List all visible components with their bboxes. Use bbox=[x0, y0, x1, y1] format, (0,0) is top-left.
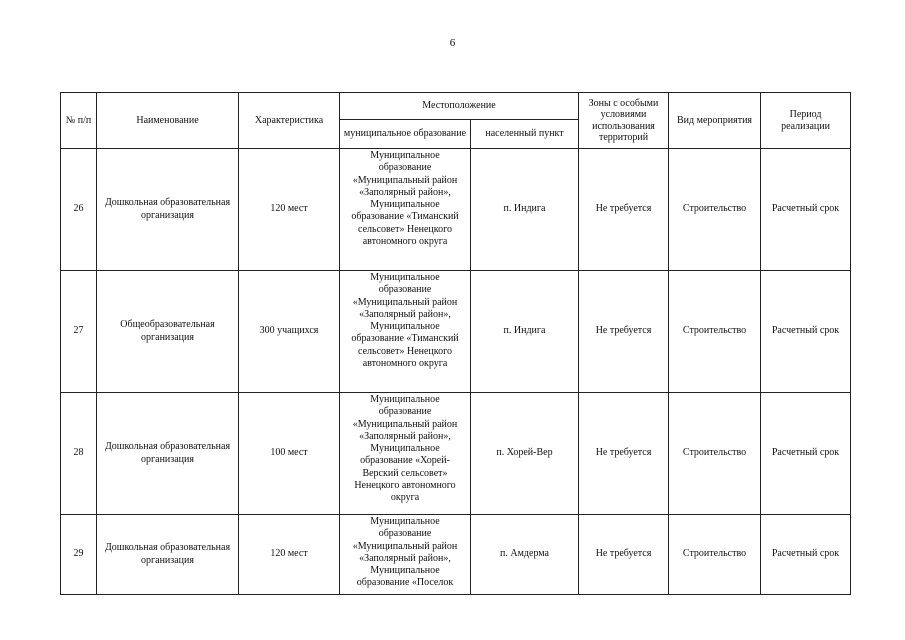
cell-num: 28 bbox=[61, 393, 97, 515]
table-row bbox=[61, 393, 851, 515]
header-period: Период реализации bbox=[761, 93, 851, 149]
header-name: Наименование bbox=[97, 93, 239, 149]
header-location: Местоположение bbox=[340, 93, 579, 120]
header-municipality: муниципальное образование bbox=[340, 120, 471, 149]
infrastructure-table bbox=[60, 92, 851, 595]
table-row bbox=[61, 271, 851, 393]
cell-zones: Не требуется bbox=[579, 515, 669, 595]
header-num: № п/п bbox=[61, 93, 97, 149]
cell-name: Дошкольная образовательная организация bbox=[97, 515, 239, 595]
cell-num: 26 bbox=[61, 149, 97, 271]
cell-num: 27 bbox=[61, 271, 97, 393]
cell-name: Общеобразовательная организация bbox=[97, 271, 239, 393]
page-number: 6 bbox=[449, 37, 456, 49]
cell-activity: Строительство bbox=[669, 515, 761, 595]
header-characteristic: Характеристика bbox=[239, 93, 340, 149]
cell-municipality: Муниципальное образование «Муниципальный район «Заполярный район», Муниципальное образование «Тиманский сельсовет» Ненецкого автономного округа bbox=[340, 149, 471, 271]
cell-settlement: п. Индига bbox=[471, 149, 579, 271]
cell-characteristic: 120 мест bbox=[239, 149, 340, 271]
cell-zones: Не требуется bbox=[579, 393, 669, 515]
cell-settlement: п. Индига bbox=[471, 271, 579, 393]
cell-period: Расчетный срок bbox=[761, 515, 851, 595]
header-activity: Вид мероприятия bbox=[669, 93, 761, 149]
cell-num: 29 bbox=[61, 515, 97, 595]
cell-settlement: п. Амдерма bbox=[471, 515, 579, 595]
table-row bbox=[61, 149, 851, 271]
cell-municipality: Муниципальное образование «Муниципальный район «Заполярный район», Муниципальное образование «Поселок bbox=[340, 515, 471, 595]
cell-municipality: Муниципальное образование «Муниципальный район «Заполярный район», Муниципальное образование «Хорей-Верский сельсовет» Ненецкого автономного округа bbox=[340, 393, 471, 515]
cell-municipality: Муниципальное образование «Муниципальный район «Заполярный район», Муниципальное образование «Тиманский сельсовет» Ненецкого автономного округа bbox=[340, 271, 471, 393]
header-settlement: населенный пункт bbox=[471, 120, 579, 149]
cell-period: Расчетный срок bbox=[761, 149, 851, 271]
cell-characteristic: 120 мест bbox=[239, 515, 340, 595]
cell-name: Дошкольная образовательная организация bbox=[97, 393, 239, 515]
cell-name: Дошкольная образовательная организация bbox=[97, 149, 239, 271]
cell-zones: Не требуется bbox=[579, 271, 669, 393]
cell-period: Расчетный срок bbox=[761, 271, 851, 393]
table-row bbox=[61, 515, 851, 595]
cell-activity: Строительство bbox=[669, 393, 761, 515]
header-zones: Зоны с особыми условиями использования территорий bbox=[579, 93, 669, 149]
cell-characteristic: 300 учащихся bbox=[239, 271, 340, 393]
cell-activity: Строительство bbox=[669, 149, 761, 271]
cell-zones: Не требуется bbox=[579, 149, 669, 271]
cell-characteristic: 100 мест bbox=[239, 393, 340, 515]
cell-settlement: п. Хорей-Вер bbox=[471, 393, 579, 515]
cell-activity: Строительство bbox=[669, 271, 761, 393]
cell-period: Расчетный срок bbox=[761, 393, 851, 515]
